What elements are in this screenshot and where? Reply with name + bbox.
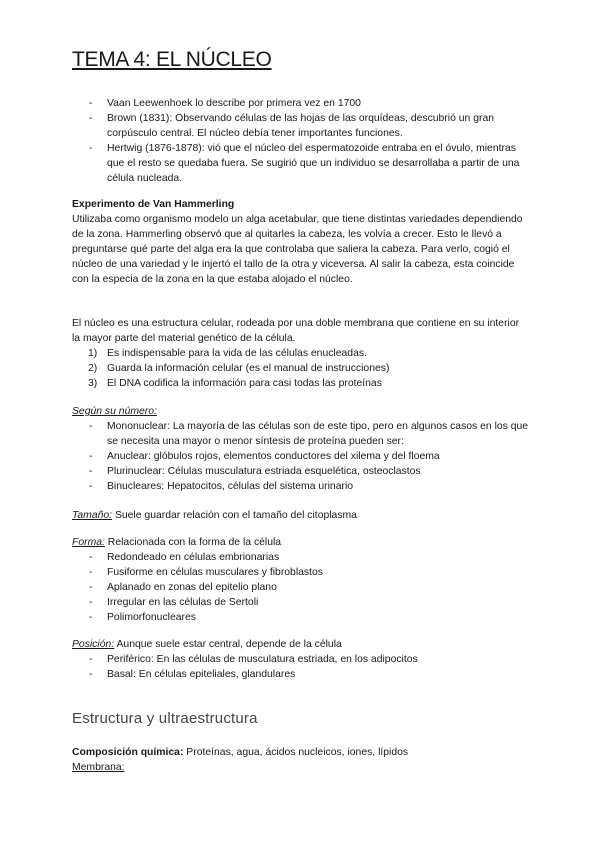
tamano-label: Tamaño: <box>72 510 113 521</box>
posicion-label: Posición: <box>72 639 115 650</box>
segun-label: Según su número: <box>72 406 157 417</box>
list-item: - Irregular en las células de Sertoli <box>72 595 530 610</box>
experiment-section <box>72 197 534 287</box>
list-item: - Anuclear: glóbulos rojos, elementos conductores del xilema y del floema <box>72 449 530 464</box>
list-number: 1) <box>88 348 98 359</box>
definition-list <box>72 346 530 391</box>
list-text: Es indispensable para la vida de las células enucleadas. <box>107 348 367 359</box>
composition-text: Proteínas, agua, ácidos nucleicos, iones, lípidos <box>183 747 409 758</box>
composition-section <box>72 745 530 775</box>
forma-text: Relacionada con la forma de la célula <box>104 537 282 548</box>
list-item: - Periférico: En las células de musculatura estriada, en los adipocitos <box>72 652 530 667</box>
posicion-text: Aunque suele estar central, depende de la célula <box>114 639 342 650</box>
list-item: - Binucleares: Hepatocitos, células del sistema urinario <box>72 479 530 494</box>
list-item: - Basal: En células epiteliales, glandulares <box>72 667 530 682</box>
posicion-section <box>72 637 530 682</box>
membrana-label: Membrana: <box>72 762 125 773</box>
forma-section <box>72 535 530 625</box>
segun-section <box>72 404 530 494</box>
list-item <box>72 361 530 376</box>
list-item: - Mononuclear: La mayoría de las células son de este tipo, pero en algunos casos en los que se necesita una mayor o menor síntesis de proteína pueden ser: <box>72 419 530 449</box>
list-item <box>72 346 530 361</box>
intro-section <box>72 96 530 186</box>
list-item <box>72 376 530 391</box>
forma-label: Forma: <box>72 537 105 548</box>
tamano-text: Suele guardar relación con el tamaño del citoplasma <box>112 510 357 521</box>
list-item: - Brown (1831): Observando células de las hojas de las orquídeas, descubrió un gran corpúsculo central. El núcleo debía tener importantes funciones. <box>72 111 530 141</box>
list-number: 3) <box>88 378 98 389</box>
list-item: - Hertwig (1876-1878): vió que el núcleo del espermatozoide entraba en el óvulo, mientras que el resto se quedaba fuera. Se sugirió que un individuo se desarrollaba a partir de una célula nucleada. <box>72 141 530 186</box>
list-item: - Vaan Leewenhoek lo describe por primera vez en 1700 <box>72 96 530 111</box>
list-text: Guarda la información celular (es el manual de instrucciones) <box>107 363 390 374</box>
list-number: 2) <box>88 363 98 374</box>
list-item: - Plurinuclear: Células musculatura estriada esquelética, osteoclastos <box>72 464 530 479</box>
list-item: - Fusiforme en células musculares y fibroblastos <box>72 565 530 580</box>
definition-text: El núcleo es una estructura celular, rodeada por una doble membrana que contiene en su interior la mayor parte del material genético de la célula. <box>72 318 520 344</box>
composition-label: Composición química: <box>72 747 184 758</box>
section-heading: Estructura y ultraestructura <box>72 710 258 727</box>
intro-list <box>72 96 530 186</box>
experiment-heading: Experimento de Van Hammerling <box>72 199 235 210</box>
page-title: TEMA 4: EL NÚCLEO <box>72 48 272 71</box>
list-text: El DNA codifica la información para casi todas las proteínas <box>107 378 382 389</box>
list-item: - Polimorfonucleares <box>72 610 530 625</box>
tamano-section <box>72 508 530 523</box>
segun-list <box>72 419 530 494</box>
list-item: - Aplanado en zonas del epitelio plano <box>72 580 530 595</box>
list-item: - Redondeado en células embrionarias <box>72 550 530 565</box>
experiment-text: Utilizaba como organismo modelo un alga acetabular, que tiene distintas variedades dependiendo de la zona. Hammerling observó que al quitarles la cabeza, les volvía a crecer. Esto le llevó a preguntarse qué parte del alga era la que controlaba que saliera la cabeza. Para verlo, cogió el núcleo de una variedad y le injertó el tallo de la otra y viceversa. Al salir la cabeza, esta coincide con la especia de la zona en la que estaba alojado el núcleo. <box>72 214 523 285</box>
forma-list <box>72 550 530 625</box>
definition-section <box>72 316 530 391</box>
posicion-list <box>72 652 530 682</box>
